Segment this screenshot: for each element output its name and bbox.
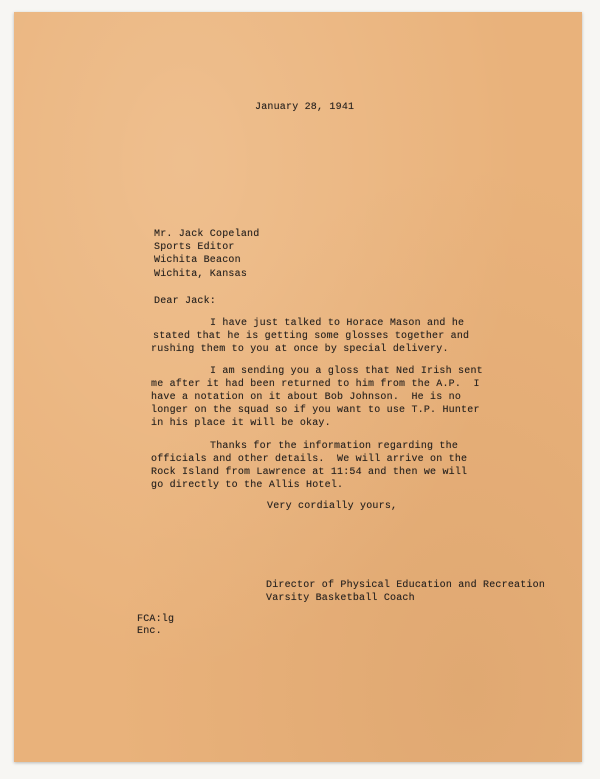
recipient-organization: Wichita Beacon <box>154 255 241 266</box>
recipient-title: Sports Editor <box>154 242 235 253</box>
paragraph-2-line: me after it had been returned to him from the A.P. I <box>151 379 480 390</box>
signature-title-line: Varsity Basketball Coach <box>266 593 415 604</box>
paragraph-1-line: stated that he is getting some glosses together and <box>153 331 470 342</box>
paragraph-2-line: have a notation on it about Bob Johnson. He is no <box>151 392 462 403</box>
salutation: Dear Jack: <box>154 296 217 307</box>
paragraph-2-line: in his place it will be okay. <box>151 418 331 429</box>
letter-date: January 28, 1941 <box>255 102 355 113</box>
letter-page <box>14 12 582 762</box>
paragraph-2-line: longer on the squad so if you want to use T.P. Hunter <box>151 405 480 416</box>
enclosure-notation: Enc. <box>137 626 162 637</box>
paragraph-3-line: go directly to the Allis Hotel. <box>151 480 344 491</box>
paragraph-3-line: officials and other details. We will arrive on the <box>151 454 468 465</box>
paragraph-1-line: I have just talked to Horace Mason and he <box>210 318 465 329</box>
complimentary-closing: Very cordially yours, <box>267 501 398 512</box>
signature-title-line: Director of Physical Education and Recreation <box>266 580 546 591</box>
paragraph-1-line: rushing them to you at once by special delivery. <box>151 344 449 355</box>
reference-initials: FCA:lg <box>137 614 175 625</box>
paragraph-2-line: I am sending you a gloss that Ned Irish sent <box>210 366 483 377</box>
recipient-location: Wichita, Kansas <box>154 269 248 280</box>
paragraph-3-line: Rock Island from Lawrence at 11:54 and then we will <box>151 467 468 478</box>
recipient-name: Mr. Jack Copeland <box>154 229 260 240</box>
paragraph-3-line: Thanks for the information regarding the <box>210 441 459 452</box>
